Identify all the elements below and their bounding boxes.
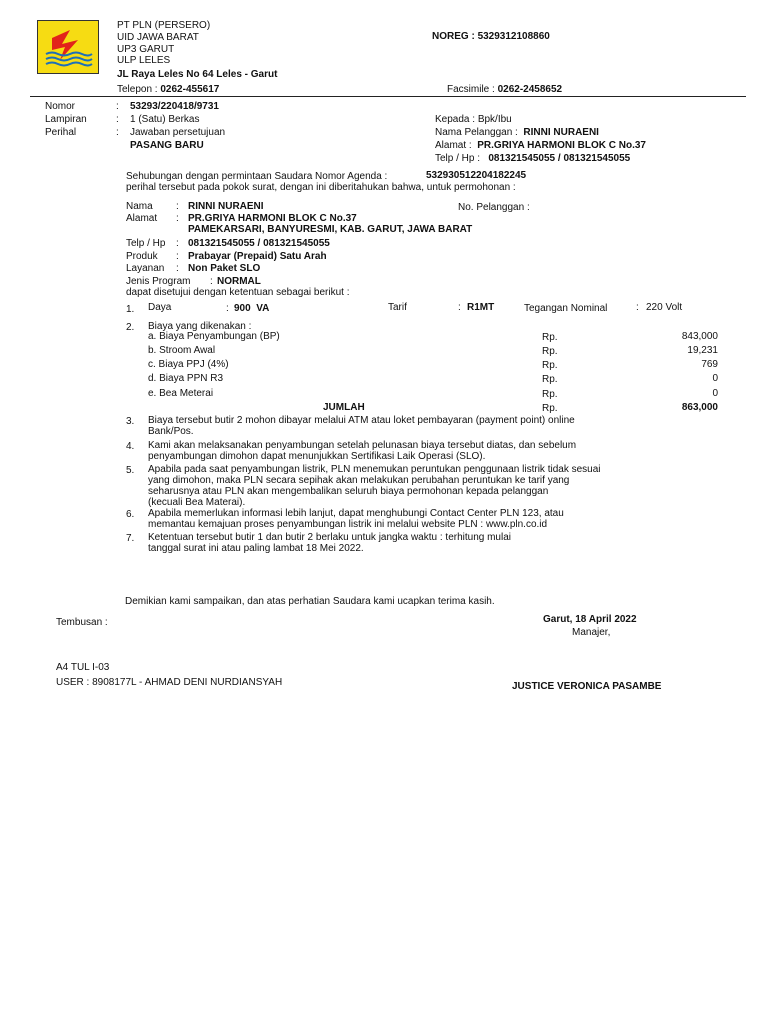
term-number: 6. — [126, 509, 135, 520]
telepon — [117, 84, 219, 96]
term-text: seharusnya atau PLN akan mengembalikan seluruh biaya permohonan kepada pelanggan — [148, 486, 549, 497]
term-text: yang dimohon, maka PLN secara sepihak akan melakukan perubahan peruntukan ke tarif yang — [148, 475, 570, 486]
signatory-name: JUSTICE VERONICA PASAMBE — [512, 681, 662, 692]
cost-amount: 19,231 — [687, 345, 718, 356]
header-divider — [30, 96, 746, 97]
recipient-name-row: Nama Pelanggan : RINNI NURAENI — [435, 127, 599, 138]
term-text: (kecuali Bea Materai). — [148, 497, 246, 508]
colon: : — [226, 303, 229, 314]
cost-label: d. Biaya PPN R3 — [148, 373, 224, 384]
term-text: Apabila memerlukan informasi lebih lanjut, dapat menghubungi Contact Center PLN 123, atau — [148, 508, 564, 519]
colon: : — [176, 201, 179, 212]
colon: : — [210, 276, 213, 287]
cost-currency: Rp. — [542, 360, 558, 371]
cost-amount: 0 — [712, 388, 718, 399]
facsimile-value: 0262-2458652 — [497, 84, 563, 95]
cost-currency: Rp. — [542, 374, 558, 385]
org-line: ULP LELES — [117, 55, 171, 66]
term-text: tanggal surat ini atau paling lambat 18 Mei 2022. — [148, 543, 364, 554]
org-line: PT PLN (PERSERO) — [117, 20, 211, 31]
org-line: UP3 GARUT — [117, 44, 175, 55]
nomor-label: Nomor — [45, 101, 76, 112]
cost-label: b. Stroom Awal — [148, 345, 216, 356]
noreg: NOREG : 5329312108860 — [432, 31, 550, 42]
cost-label: e. Bea Meterai — [148, 388, 214, 399]
cost-currency: Rp. — [542, 389, 558, 400]
item-number: 2. — [126, 322, 135, 333]
colon: : — [636, 302, 639, 313]
recipient-name: RINNI NURAENI — [523, 127, 599, 138]
pln-logo — [37, 20, 99, 74]
item-number: 1. — [126, 304, 135, 315]
nama-value: RINNI NURAENI — [188, 201, 264, 212]
telepon-value: 0262-455617 — [160, 84, 220, 95]
term-text: Apabila pada saat penyambungan listrik, PLN menemukan peruntukan penggunaan listrik tidak sesuai — [148, 464, 601, 475]
signature-title: Manajer, — [572, 627, 611, 638]
cost-amount: 843,000 — [681, 331, 718, 342]
colon: : — [176, 213, 179, 224]
tegangan-label: Tegangan Nominal — [524, 303, 608, 314]
colon: : — [176, 238, 179, 249]
cost-amount: 0 — [712, 373, 718, 384]
cost-currency: Rp. — [542, 332, 558, 343]
alamat-label: Alamat — [126, 213, 158, 224]
alamat-value-2: PAMEKARSARI, BANYURESMI, KAB. GARUT, JAWA BARAT — [188, 224, 473, 235]
term-text: penyambungan dimohon dapat menunjukkan Sertifikasi Laik Operasi (SLO). — [148, 451, 486, 462]
cost-label: a. Biaya Penyambungan (BP) — [148, 331, 280, 342]
total-label: JUMLAH — [323, 402, 365, 413]
term-text: Ketentuan tersebut butir 1 dan butir 2 berlaku untuk jangka waktu : terhitung mulai — [148, 532, 512, 543]
alamat-value: PR.GRIYA HARMONI BLOK C No.37 — [188, 213, 357, 224]
intro-line: perihal tersebut pada pokok surat, dengan ini diberitahukan bahwa, untuk permohonan : — [126, 182, 516, 193]
term-number: 4. — [126, 441, 135, 452]
lampiran-label: Lampiran — [45, 114, 87, 125]
recipient-phone-row: Telp / Hp : 081321545055 / 081321545055 — [435, 153, 631, 164]
costs-title: Biaya yang dikenakan : — [148, 321, 252, 332]
closing-text: Demikian kami sampaikan, dan atas perhatian Saudara kami ucapkan terima kasih. — [125, 596, 495, 607]
jenis-value: NORMAL — [217, 276, 261, 287]
produk-value: Prabayar (Prepaid) Satu Arah — [188, 251, 327, 262]
agenda-number: 532930512204182245 — [426, 170, 527, 181]
signature-date: Garut, 18 April 2022 — [543, 614, 637, 625]
perihal-value: Jawaban persetujuan — [130, 127, 226, 138]
noreg-value: 5329312108860 — [477, 31, 550, 42]
disetujui-text: dapat disetujui dengan ketentuan sebagai berikut : — [126, 287, 350, 298]
recipient-address: PR.GRIYA HARMONI BLOK C No.37 — [477, 140, 646, 151]
colon: : — [176, 263, 179, 274]
facsimile — [447, 84, 562, 96]
term-number: 7. — [126, 533, 135, 544]
total-amount: 863,000 — [681, 402, 718, 413]
user-info: USER : 8908177L - AHMAD DENI NURDIANSYAH — [56, 677, 283, 688]
cost-label: c. Biaya PPJ (4%) — [148, 359, 229, 370]
tarif-value: R1MT — [467, 302, 495, 313]
telepon-label: Telepon : — [117, 84, 158, 95]
daya-label: Daya — [148, 302, 172, 313]
tegangan-value: 220 Volt — [646, 302, 683, 313]
cost-currency: Rp. — [542, 346, 558, 357]
term-text: Bank/Pos. — [148, 426, 194, 437]
facsimile-label: Facsimile : — [447, 84, 495, 95]
recipient-phone: 081321545055 / 081321545055 — [488, 153, 631, 164]
colon: : — [176, 251, 179, 262]
perihal-label: Perihal — [45, 127, 77, 138]
lightning-icon — [38, 21, 98, 73]
daya-value: 900 VA — [234, 303, 270, 314]
daya-unit: VA — [256, 303, 270, 314]
layanan-value: Non Paket SLO — [188, 263, 261, 274]
nama-label: Nama — [126, 201, 153, 212]
term-text: memantau kemajuan proses penyambungan listrik ini melalui website PLN : www.pln.co.id — [148, 519, 548, 530]
tembusan-label: Tembusan : — [56, 617, 108, 628]
jenis-label: Jenis Program — [126, 276, 191, 287]
colon: : — [116, 114, 119, 125]
nomor-value: 53293/220418/9731 — [130, 101, 219, 112]
total-currency: Rp. — [542, 403, 558, 414]
recipient-address-row: Alamat : PR.GRIYA HARMONI BLOK C No.37 — [435, 140, 646, 151]
lampiran-value: 1 (Satu) Berkas — [130, 114, 200, 125]
cost-amount: 769 — [701, 359, 718, 370]
colon: : — [116, 101, 119, 112]
telp-value: 081321545055 / 081321545055 — [188, 238, 330, 249]
term-text: Biaya tersebut butir 2 mohon dibayar melalui ATM atau loket pembayaran (payment point) online — [148, 415, 575, 426]
perihal-subject: PASANG BARU — [130, 140, 204, 151]
org-address: JL Raya Leles No 64 Leles - Garut — [117, 69, 278, 80]
tarif-label: Tarif — [388, 302, 407, 313]
no-pelanggan-label: No. Pelanggan : — [458, 202, 530, 213]
telp-label: Telp / Hp — [126, 238, 166, 249]
term-number: 3. — [126, 416, 135, 427]
produk-label: Produk — [126, 251, 158, 262]
colon: : — [458, 302, 461, 313]
colon: : — [116, 127, 119, 138]
org-line: UID JAWA BARAT — [117, 32, 199, 43]
term-text: Kami akan melaksanakan penyambungan setelah pelunasan biaya tersebut diatas, dan sebelum — [148, 440, 577, 451]
intro-line: Sehubungan dengan permintaan Saudara Nomor Agenda : — [126, 171, 388, 182]
kepada: Kepada : Bpk/Ibu — [435, 114, 512, 125]
term-number: 5. — [126, 465, 135, 476]
layanan-label: Layanan — [126, 263, 165, 274]
form-code: A4 TUL I-03 — [56, 662, 110, 673]
